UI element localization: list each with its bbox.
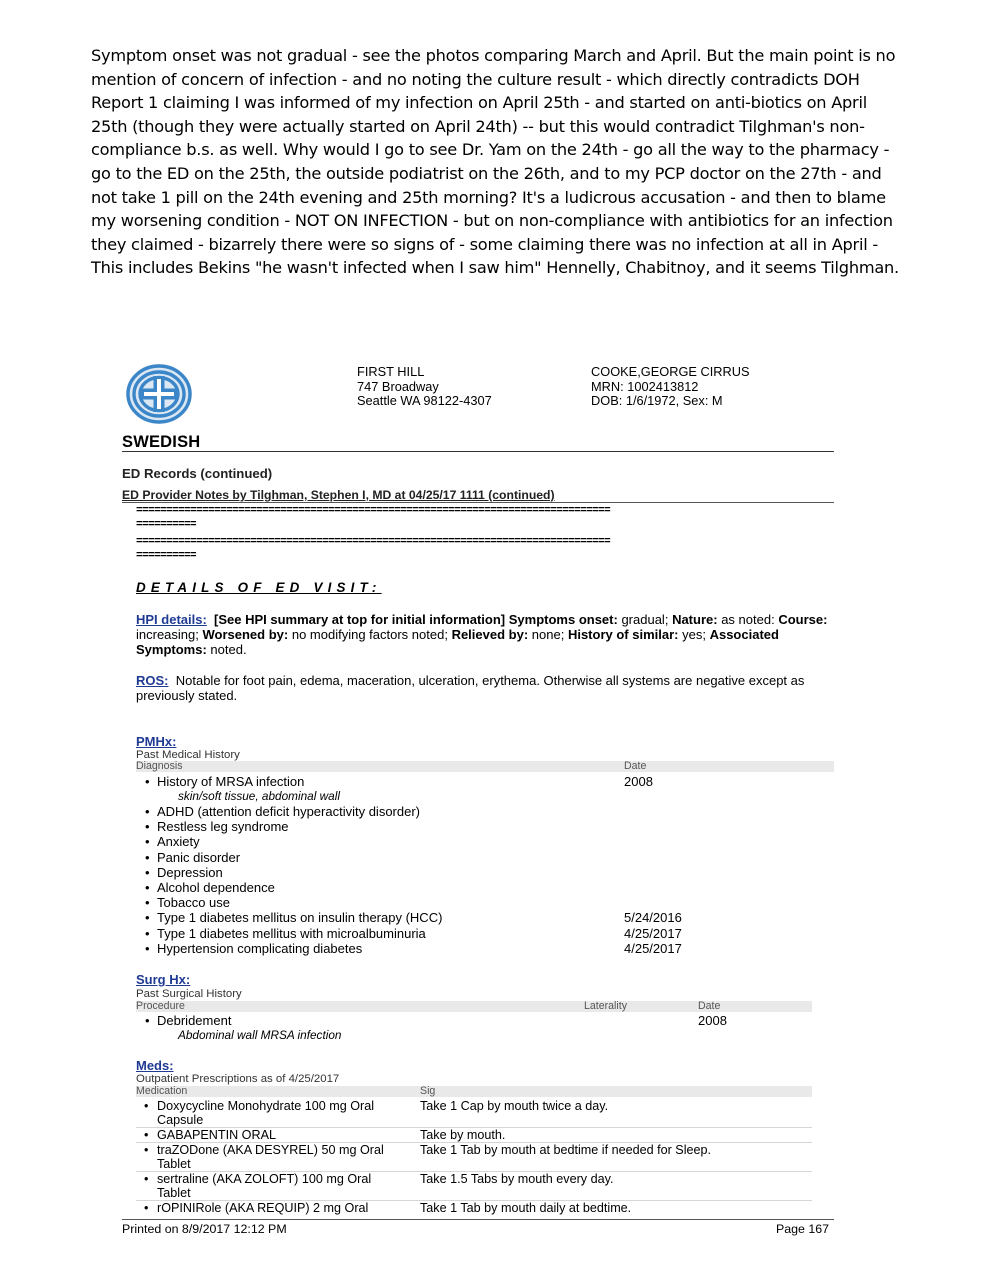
diagnosis-name: Restless leg syndrome <box>157 819 289 834</box>
hpi-key: History of similar: <box>567 627 679 642</box>
procedure-note: Abdominal wall MRSA infection <box>178 1028 342 1042</box>
intro-line: go to the ED on the 25th, the outside podiatrist on the 26th, and to my PCP doctor on the 27th - and <box>91 163 882 183</box>
medication-name <box>144 1128 404 1142</box>
medication-row <box>136 1099 812 1128</box>
col-medication: Medication <box>136 1085 188 1097</box>
diagnosis-name: Depression <box>157 865 223 880</box>
hpi-key: Course: <box>778 612 828 627</box>
meds-subtitle: Outpatient Prescriptions as of 4/25/2017 <box>136 1073 340 1085</box>
details-title: DETAILS OF ED VISIT: <box>136 580 382 595</box>
bullet: • <box>145 850 150 865</box>
medication-sig: Take 1 Tab by mouth daily at bedtime. <box>420 1201 632 1215</box>
medication-text: traZODone (AKA DESYREL) 50 mg Oral Tablet <box>157 1143 384 1171</box>
meds-label: Meds: <box>136 1058 174 1073</box>
surg-label: Surg Hx: <box>136 972 191 987</box>
medication-sig: Take 1 Tab by mouth at bedtime if needed for Sleep. <box>420 1143 712 1157</box>
bullet: • <box>145 834 150 849</box>
procedure-name: Debridement <box>157 1013 232 1028</box>
diagnosis-name: Panic disorder <box>157 850 241 865</box>
facility-name: FIRST HILL <box>357 364 425 379</box>
diagnosis-note: skin/soft tissue, abdominal wall <box>178 789 340 803</box>
surg-subtitle: Past Surgical History <box>136 988 242 1000</box>
bullet: • <box>144 1099 149 1113</box>
diagnosis-name: Tobacco use <box>157 895 230 910</box>
brand-name: SWEDISH <box>122 433 201 451</box>
medication-name <box>144 1143 404 1171</box>
hpi-key: Relieved by: <box>451 627 529 642</box>
swedish-cross-logo-icon <box>124 363 194 425</box>
col-laterality: Laterality <box>584 1000 627 1012</box>
diagnosis-date: 4/25/2017 <box>624 926 682 941</box>
medication-sig: Take by mouth. <box>420 1128 506 1142</box>
pmhx-label: PMHx: <box>136 734 177 749</box>
diagnosis-name: Anxiety <box>157 834 200 849</box>
separator-line: =============================================================================== <box>136 536 611 548</box>
intro-line: This includes Bekins "he wasn't infected when I saw him" Hennelly, Chabitnoy, and it seems Tilghman. <box>91 258 899 278</box>
hpi-value: no modifying factors noted; <box>291 627 448 642</box>
ros-section <box>136 673 836 703</box>
separator-line: =============================================================================== <box>136 505 611 517</box>
section-title: ED Records (continued) <box>122 466 273 481</box>
separator-line: ========== <box>136 550 197 562</box>
bullet: • <box>145 1013 150 1028</box>
patient-info <box>591 365 750 409</box>
header-divider <box>122 451 834 452</box>
hpi-value: gradual; <box>621 612 669 627</box>
medication-row <box>136 1143 812 1172</box>
bullet: • <box>145 910 150 925</box>
col-date: Date <box>698 1000 721 1012</box>
bullet: • <box>144 1143 149 1157</box>
medication-name <box>144 1201 404 1215</box>
hpi-value: none; <box>531 627 565 642</box>
hpi-summary: [See HPI summary at top for initial information] <box>214 612 506 627</box>
bullet: • <box>145 880 150 895</box>
ros-text: Notable for foot pain, edema, maceration, ulceration, erythema. Otherwise all systems are negative except as previously stated. <box>136 673 805 703</box>
hpi-value: yes; <box>682 627 706 642</box>
bullet: • <box>145 865 150 880</box>
hpi-key: Nature: <box>672 612 718 627</box>
patient-mrn: MRN: 1002413812 <box>591 378 699 394</box>
bullet: • <box>145 926 150 941</box>
medication-row <box>136 1128 812 1143</box>
bullet: • <box>145 804 150 819</box>
separator-line: ========== <box>136 519 197 531</box>
diagnosis-date: 4/25/2017 <box>624 941 682 956</box>
medication-text: sertraline (AKA ZOLOFT) 100 mg Oral Tablet <box>157 1172 372 1200</box>
medication-row <box>136 1172 812 1201</box>
pmhx-subtitle: Past Medical History <box>136 749 240 761</box>
intro-line: 25th (though they were actually started on April 24th) -- but this would contradict Tilghman's non- <box>91 116 865 136</box>
hpi-label: HPI details: <box>136 612 207 627</box>
printed-timestamp: Printed on 8/9/2017 12:12 PM <box>122 1222 287 1236</box>
footer-divider <box>122 1219 834 1220</box>
intro-line: they claimed - bizarrely there were so signs of - some claiming there was no infection at all in April - <box>91 234 878 254</box>
medication-name <box>144 1172 404 1200</box>
intro-line: my worsening condition - NOT ON INFECTION - but on non-compliance with antibiotics for an infection <box>91 211 893 231</box>
provider-divider <box>122 502 834 503</box>
diagnosis-name: Hypertension complicating diabetes <box>157 941 363 956</box>
col-diagnosis: Diagnosis <box>136 760 183 772</box>
bullet: • <box>145 774 150 789</box>
diagnosis-name: Type 1 diabetes mellitus with microalbuminuria <box>157 926 426 941</box>
medication-text: GABAPENTIN ORAL <box>157 1128 276 1142</box>
medication-row <box>136 1201 812 1215</box>
hpi-key: Symptoms onset: <box>508 612 618 627</box>
diagnosis-name: Type 1 diabetes mellitus on insulin therapy (HCC) <box>157 910 443 925</box>
ros-label: ROS: <box>136 673 169 688</box>
patient-name: COOKE,GEORGE CIRRUS <box>591 364 750 379</box>
surg-column-header <box>136 1001 812 1012</box>
col-procedure: Procedure <box>136 1000 185 1012</box>
facility-city: Seattle WA 98122-4307 <box>357 393 492 408</box>
bullet: • <box>145 895 150 910</box>
diagnosis-date: 2008 <box>624 774 653 789</box>
medication-text: Doxycycline Monohydrate 100 mg Oral Capsule <box>157 1099 374 1127</box>
hpi-value: increasing; <box>136 627 199 642</box>
diagnosis-name: Alcohol dependence <box>157 880 275 895</box>
medication-sig: Take 1 Cap by mouth twice a day. <box>420 1099 609 1113</box>
diagnosis-name: History of MRSA infection <box>157 774 305 789</box>
hpi-key: Worsened by: <box>202 627 289 642</box>
pmhx-column-header <box>136 761 834 772</box>
medication-text: rOPINIRole (AKA REQUIP) 2 mg Oral <box>157 1201 369 1215</box>
meds-column-header <box>136 1086 812 1097</box>
medication-name <box>144 1099 404 1127</box>
hpi-value: noted. <box>210 642 247 657</box>
hpi-details <box>136 612 836 657</box>
col-date: Date <box>624 760 647 772</box>
medication-sig: Take 1.5 Tabs by mouth every day. <box>420 1172 614 1186</box>
intro-line: mention of concern of infection - and no noting the culture result - which directly contradicts DOH <box>91 69 860 89</box>
page-number: Page 167 <box>776 1222 830 1236</box>
provider-note-title: ED Provider Notes by Tilghman, Stephen I, MD at 04/25/17 1111 (continued) <box>122 488 555 502</box>
col-sig: Sig <box>420 1085 436 1097</box>
intro-line: Report 1 claiming I was informed of my infection on April 25th - and started on anti-biotics on April <box>91 93 867 113</box>
intro-line: compliance b.s. as well. Why would I go to see Dr. Yam on the 24th - go all the way to the pharmacy - <box>91 140 890 160</box>
bullet: • <box>144 1128 149 1142</box>
bullet: • <box>144 1201 149 1215</box>
diagnosis-date: 5/24/2016 <box>624 910 682 925</box>
hpi-key: Associated Symptoms: <box>136 627 779 657</box>
bullet: • <box>145 819 150 834</box>
patient-dob: DOB: 1/6/1972, Sex: M <box>591 393 723 408</box>
bullet: • <box>145 941 150 956</box>
bullet: • <box>144 1172 149 1186</box>
facility-address <box>357 365 492 409</box>
intro-line: Symptom onset was not gradual - see the photos comparing March and April. But the main point is no <box>91 46 896 65</box>
hpi-value: as noted: <box>721 612 775 627</box>
diagnosis-name: ADHD (attention deficit hyperactivity disorder) <box>157 804 420 819</box>
facility-street: 747 Broadway <box>357 378 439 394</box>
procedure-date: 2008 <box>698 1013 727 1028</box>
intro-line: not take 1 pill on the 24th evening and 25th morning? It's a ludicrous accusation - and then to blame <box>91 187 886 207</box>
